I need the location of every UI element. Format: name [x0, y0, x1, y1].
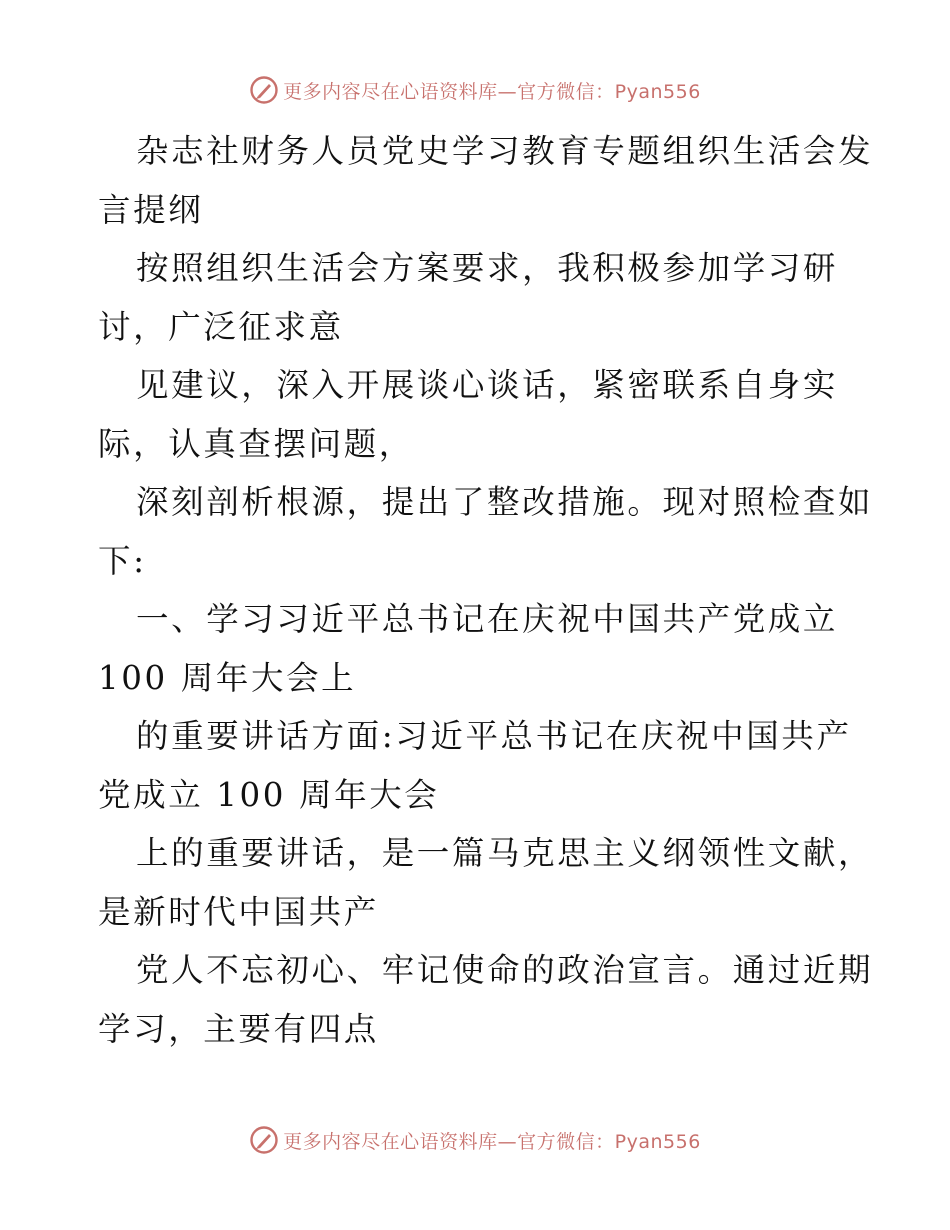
text-line: 是新时代中国共产 — [98, 892, 379, 931]
text-line: 讨，广泛征求意 — [98, 307, 344, 346]
text-line: 学习，主要有四点 — [98, 1009, 379, 1048]
text-line: 杂志社财务人员党史学习教育专题组织生活会发 — [136, 132, 874, 170]
text-line: 深刻剖析根源，提出了整改措施。现对照检查如 — [136, 483, 874, 521]
text-line: 党成立 100 周年大会 — [98, 775, 440, 814]
footer-watermark — [0, 1122, 950, 1158]
header-watermark — [0, 72, 950, 108]
text-line: 一、学习习近平总书记在庆祝中国共产党成立 — [136, 600, 839, 638]
quill-pen-logo-icon — [249, 1125, 279, 1155]
text-line: 按照组织生活会方案要求，我积极参加学习研 — [136, 249, 839, 287]
watermark-text: 更多内容尽在心语资料库—官方微信：Pyan556 — [283, 80, 701, 103]
quill-pen-logo-icon — [249, 75, 279, 105]
text-line: 下: — [98, 541, 147, 580]
text-line: 际，认真查摆问题， — [98, 424, 414, 463]
text-line: 上的重要讲话，是一篇马克思主义纲领性文献， — [136, 834, 874, 872]
text-line: 100 周年大会上 — [98, 658, 357, 697]
text-line: 见建议，深入开展谈心谈话，紧密联系自身实 — [136, 366, 839, 404]
watermark-text: 更多内容尽在心语资料库—官方微信：Pyan556 — [283, 1130, 701, 1153]
text-line: 言提纲 — [98, 190, 204, 229]
document-body — [98, 122, 874, 1058]
text-line: 党人不忘初心、牢记使命的政治宣言。通过近期 — [136, 951, 874, 989]
text-line: 的重要讲话方面:习近平总书记在庆祝中国共产 — [136, 717, 852, 755]
